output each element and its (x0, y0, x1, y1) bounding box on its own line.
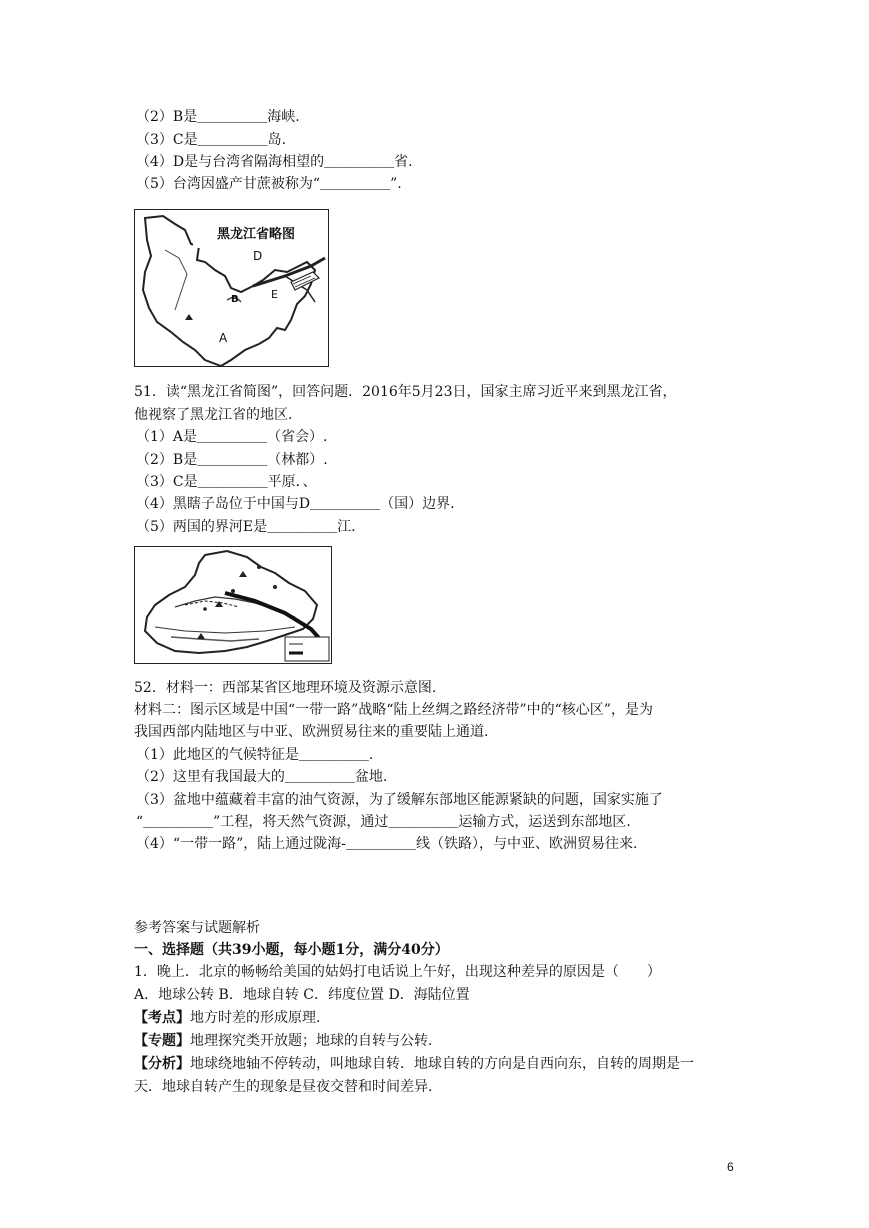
q52-item: （3）盆地中蕴藏着丰富的油气资源，为了缓解东部地区能源紧缺的问题，国家实施了 (136, 792, 663, 808)
question-line: （4）D是与台湾省隔海相望的＿＿＿＿＿省. (136, 154, 413, 170)
q52-item: （2）这里有我国最大的＿＿＿＿＿盆地. (136, 769, 388, 785)
map-label-a: A (219, 331, 228, 345)
q52-item: （4）“一带一路”，陆上通过陇海-＿＿＿＿＿线（铁路），与中亚、欧洲贸易往来. (136, 836, 638, 852)
page-number: 6 (727, 1160, 734, 1174)
q51-item: （1）A是＿＿＿＿＿（省会）. (136, 429, 328, 445)
q51-item: （2）B是＿＿＿＿＿（林都）. (136, 452, 328, 468)
q51-stem: 51．读“黑龙江省简图”，回答问题．2016年5月23日，国家主席习近平来到黑龙江省， (134, 384, 677, 400)
fenxi-text: 地球绕地轴不停转动，叫地球自转．地球自转的方向是自西向东，自转的周期是一 (190, 1056, 694, 1072)
xinjiang-map (134, 546, 332, 664)
zhuanti-row (134, 1031, 432, 1051)
question-line: （3）C是＿＿＿＿＿岛. (136, 132, 287, 148)
heilongjiang-map (134, 209, 329, 367)
question-line: （2）B是＿＿＿＿＿海峡. (136, 109, 300, 125)
answers-heading: 参考答案与试题解析 (134, 920, 260, 936)
fenxi-label: 【分析】 (134, 1056, 190, 1072)
q52-material-2-cont: 我国西部内陆地区与中亚、欧洲贸易往来的重要陆上通道. (134, 724, 489, 740)
fenxi-text-cont: 天．地球自转产生的现象是昼夜交替和时间差异. (134, 1079, 433, 1095)
map-title: 黑龙江省略图 (216, 227, 296, 242)
q51-item: （5）两国的界河E是＿＿＿＿＿江. (136, 519, 356, 535)
kaodian-text: 地方时差的形成原理. (190, 1010, 321, 1026)
map-label-e: E (271, 288, 278, 301)
q52-item: （1）此地区的气候特征是＿＿＿＿＿. (136, 747, 374, 763)
q52-material-1: 52．材料一：西部某省区地理环境及资源示意图. (134, 680, 437, 696)
kaodian-label: 【考点】 (134, 1010, 190, 1026)
zhuanti-label: 【专题】 (134, 1033, 190, 1049)
answer-q1: 1．晚上．北京的畅畅给美国的姑妈打电话说上午好，出现这种差异的原因是（ ） (134, 964, 661, 980)
q52-item: “＿＿＿＿＿”工程，将天然气资源，通过＿＿＿＿＿运输方式，运送到东部地区. (136, 814, 631, 830)
map-label-d: D (253, 249, 263, 263)
q52-material-2: 材料二：图示区域是中国“一带一路”战略“陆上丝绸之路经济带”中的“核心区”，是为 (134, 702, 653, 718)
q51-item: （3）C是＿＿＿＿＿平原．、 (136, 474, 317, 490)
section-heading: 一、选择题（共39小题，每小题1分，满分40分） (134, 942, 449, 958)
fenxi-row (134, 1054, 694, 1074)
zhuanti-text: 地理探究类开放题；地球的自转与公转. (190, 1033, 433, 1049)
q51-stem-cont: 他视察了黑龙江省的地区． (134, 407, 302, 423)
answer-q1-options: A．地球公转 B．地球自转 C．纬度位置 D．海陆位置 (134, 987, 470, 1003)
kaodian-row (134, 1008, 320, 1028)
xinjiang-map-image (135, 547, 331, 663)
q51-item: （4）黑瞎子岛位于中国与D＿＿＿＿＿（国）边界. (136, 496, 455, 512)
question-line: （5）台湾因盛产甘蔗被称为“＿＿＿＿＿”. (136, 176, 402, 192)
map-label-b: B (231, 294, 239, 305)
heilongjiang-map-image (135, 210, 328, 366)
